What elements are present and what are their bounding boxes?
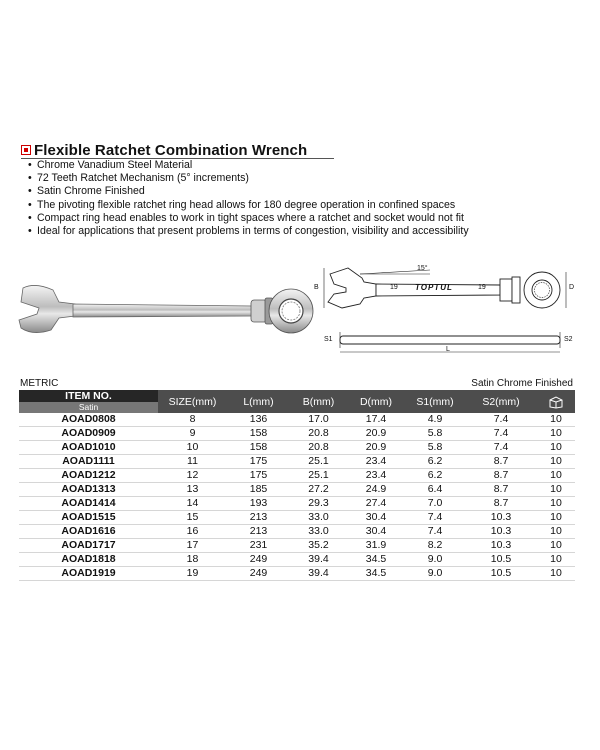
table-cell-s2: 8.7	[465, 455, 537, 469]
table-cell-b: 20.8	[290, 427, 347, 441]
table-cell-s2: 7.4	[465, 413, 537, 427]
feature-item: • Satin Chrome Finished	[28, 185, 469, 198]
table-cell-size: 15	[158, 511, 227, 525]
table-cell-s1: 5.8	[405, 427, 465, 441]
table-cell-s1: 7.0	[405, 497, 465, 511]
table-cell-b: 35.2	[290, 539, 347, 553]
feature-item: • 72 Teeth Ratchet Mechanism (5° increments)	[28, 172, 469, 185]
column-header: L(mm)	[227, 390, 290, 413]
table-cell-s1: 4.9	[405, 413, 465, 427]
angle-label: 15°	[417, 265, 428, 272]
item-number-cell: AOAD1717	[19, 539, 158, 553]
table-cell-size: 16	[158, 525, 227, 539]
diagram-drawing	[320, 260, 580, 360]
dimension-s2-label: S2	[564, 336, 573, 343]
table-cell-d: 17.4	[347, 413, 405, 427]
table-row	[19, 553, 575, 567]
item-number-cell: AOAD0909	[19, 427, 158, 441]
dimension-l-label: L	[446, 346, 450, 353]
table-cell-s1: 5.8	[405, 441, 465, 455]
table-cell-l: 249	[227, 567, 290, 581]
column-header: S2(mm)	[465, 390, 537, 413]
table-cell-d: 24.9	[347, 483, 405, 497]
item-number-cell: AOAD1212	[19, 469, 158, 483]
table-cell-l: 175	[227, 469, 290, 483]
table-cell-b: 39.4	[290, 567, 347, 581]
table-row	[19, 567, 575, 581]
feature-item: • Ideal for applications that present problems in terms of congestion, visibility and accessibility	[28, 225, 469, 238]
box-icon	[548, 395, 564, 409]
table-cell-size: 8	[158, 413, 227, 427]
item-number-cell: AOAD1818	[19, 553, 158, 567]
table-cell-d: 20.9	[347, 427, 405, 441]
item-number-cell: AOAD1313	[19, 483, 158, 497]
table-cell-d: 27.4	[347, 497, 405, 511]
feature-item: • Compact ring head enables to work in tight spaces where a ratchet and socket would not fit	[28, 212, 469, 225]
table-cell-b: 29.3	[290, 497, 347, 511]
size-label-right: 19	[478, 284, 486, 291]
item-number-cell: AOAD1414	[19, 497, 158, 511]
table-cell-qty: 10	[537, 455, 575, 469]
unit-label: METRIC	[20, 378, 59, 389]
table-cell-s2: 10.3	[465, 511, 537, 525]
table-cell-l: 158	[227, 427, 290, 441]
table-cell-s2: 7.4	[465, 427, 537, 441]
table-cell-l: 213	[227, 525, 290, 539]
brand-label: TOPTUL	[415, 283, 453, 292]
table-cell-qty: 10	[537, 553, 575, 567]
red-square-bullet-icon	[21, 145, 31, 155]
table-cell-d: 31.9	[347, 539, 405, 553]
table-row	[19, 483, 575, 497]
table-cell-l: 158	[227, 441, 290, 455]
table-row	[19, 497, 575, 511]
dimension-s1-label: S1	[324, 336, 333, 343]
table-row	[19, 455, 575, 469]
table-cell-b: 17.0	[290, 413, 347, 427]
table-row	[19, 511, 575, 525]
table-cell-s2: 10.3	[465, 525, 537, 539]
table-cell-qty: 10	[537, 525, 575, 539]
table-cell-qty: 10	[537, 469, 575, 483]
table-cell-l: 185	[227, 483, 290, 497]
table-cell-qty: 10	[537, 441, 575, 455]
feature-list	[28, 159, 469, 238]
item-number-cell: AOAD1111	[19, 455, 158, 469]
dimension-b-label: B	[314, 284, 319, 291]
table-row	[19, 469, 575, 483]
size-label-left: 19	[390, 284, 398, 291]
table-cell-s1: 9.0	[405, 553, 465, 567]
table-cell-qty: 10	[537, 497, 575, 511]
table-cell-size: 19	[158, 567, 227, 581]
table-cell-s1: 6.2	[405, 455, 465, 469]
table-cell-d: 30.4	[347, 525, 405, 539]
table-cell-size: 13	[158, 483, 227, 497]
feature-item: • Chrome Vanadium Steel Material	[28, 159, 469, 172]
finish-label: Satin Chrome Finished	[471, 378, 573, 389]
table-cell-l: 249	[227, 553, 290, 567]
quantity-header	[537, 390, 575, 413]
table-cell-d: 20.9	[347, 441, 405, 455]
table-cell-l: 193	[227, 497, 290, 511]
table-cell-s2: 8.7	[465, 469, 537, 483]
table-row	[19, 427, 575, 441]
table-cell-b: 27.2	[290, 483, 347, 497]
table-cell-d: 34.5	[347, 553, 405, 567]
item-number-cell: AOAD1919	[19, 567, 158, 581]
table-cell-d: 34.5	[347, 567, 405, 581]
table-cell-size: 14	[158, 497, 227, 511]
item-number-cell: AOAD1515	[19, 511, 158, 525]
table-cell-size: 11	[158, 455, 227, 469]
table-cell-d: 23.4	[347, 469, 405, 483]
item-header: ITEM NO.	[19, 390, 158, 402]
item-number-cell: AOAD1616	[19, 525, 158, 539]
wrench-photo	[15, 280, 330, 340]
column-header: B(mm)	[290, 390, 347, 413]
item-header-cell	[19, 390, 158, 413]
column-header: S1(mm)	[405, 390, 465, 413]
table-cell-s2: 7.4	[465, 441, 537, 455]
table-cell-size: 9	[158, 427, 227, 441]
spec-table	[19, 390, 575, 581]
table-cell-s1: 7.4	[405, 511, 465, 525]
table-cell-s2: 10.5	[465, 567, 537, 581]
column-header: D(mm)	[347, 390, 405, 413]
table-cell-s1: 6.4	[405, 483, 465, 497]
table-cell-s1: 7.4	[405, 525, 465, 539]
table-row	[19, 539, 575, 553]
table-cell-b: 39.4	[290, 553, 347, 567]
dimension-d-label: D	[569, 284, 575, 291]
table-cell-b: 25.1	[290, 455, 347, 469]
table-cell-qty: 10	[537, 511, 575, 525]
table-cell-s1: 9.0	[405, 567, 465, 581]
table-cell-qty: 10	[537, 483, 575, 497]
item-subheader: Satin	[19, 402, 158, 413]
table-cell-qty: 10	[537, 427, 575, 441]
table-cell-l: 231	[227, 539, 290, 553]
table-cell-b: 20.8	[290, 441, 347, 455]
table-cell-qty: 10	[537, 539, 575, 553]
item-number-cell: AOAD0808	[19, 413, 158, 427]
table-body	[19, 413, 575, 581]
table-cell-s2: 8.7	[465, 483, 537, 497]
table-cell-s1: 8.2	[405, 539, 465, 553]
table-cell-s2: 10.3	[465, 539, 537, 553]
table-cell-b: 33.0	[290, 511, 347, 525]
table-cell-qty: 10	[537, 567, 575, 581]
table-cell-size: 12	[158, 469, 227, 483]
feature-item: • The pivoting flexible ratchet ring head allows for 180 degree operation in confined spaces	[28, 199, 469, 212]
dimension-diagram	[314, 260, 580, 360]
title-row	[21, 140, 307, 160]
table-row	[19, 413, 575, 427]
table-cell-s2: 10.5	[465, 553, 537, 567]
table-header-row	[19, 390, 575, 413]
table-cell-d: 30.4	[347, 511, 405, 525]
table-cell-l: 175	[227, 455, 290, 469]
table-cell-s2: 8.7	[465, 497, 537, 511]
column-header: SIZE(mm)	[158, 390, 227, 413]
item-number-cell: AOAD1010	[19, 441, 158, 455]
table-cell-l: 136	[227, 413, 290, 427]
table-cell-qty: 10	[537, 413, 575, 427]
page-title: Flexible Ratchet Combination Wrench	[34, 141, 308, 159]
table-row	[19, 441, 575, 455]
table-cell-s1: 6.2	[405, 469, 465, 483]
table-cell-d: 23.4	[347, 455, 405, 469]
table-cell-b: 25.1	[290, 469, 347, 483]
table-cell-b: 33.0	[290, 525, 347, 539]
table-cell-size: 10	[158, 441, 227, 455]
table-cell-size: 17	[158, 539, 227, 553]
table-cell-l: 213	[227, 511, 290, 525]
table-row	[19, 525, 575, 539]
table-cell-size: 18	[158, 553, 227, 567]
